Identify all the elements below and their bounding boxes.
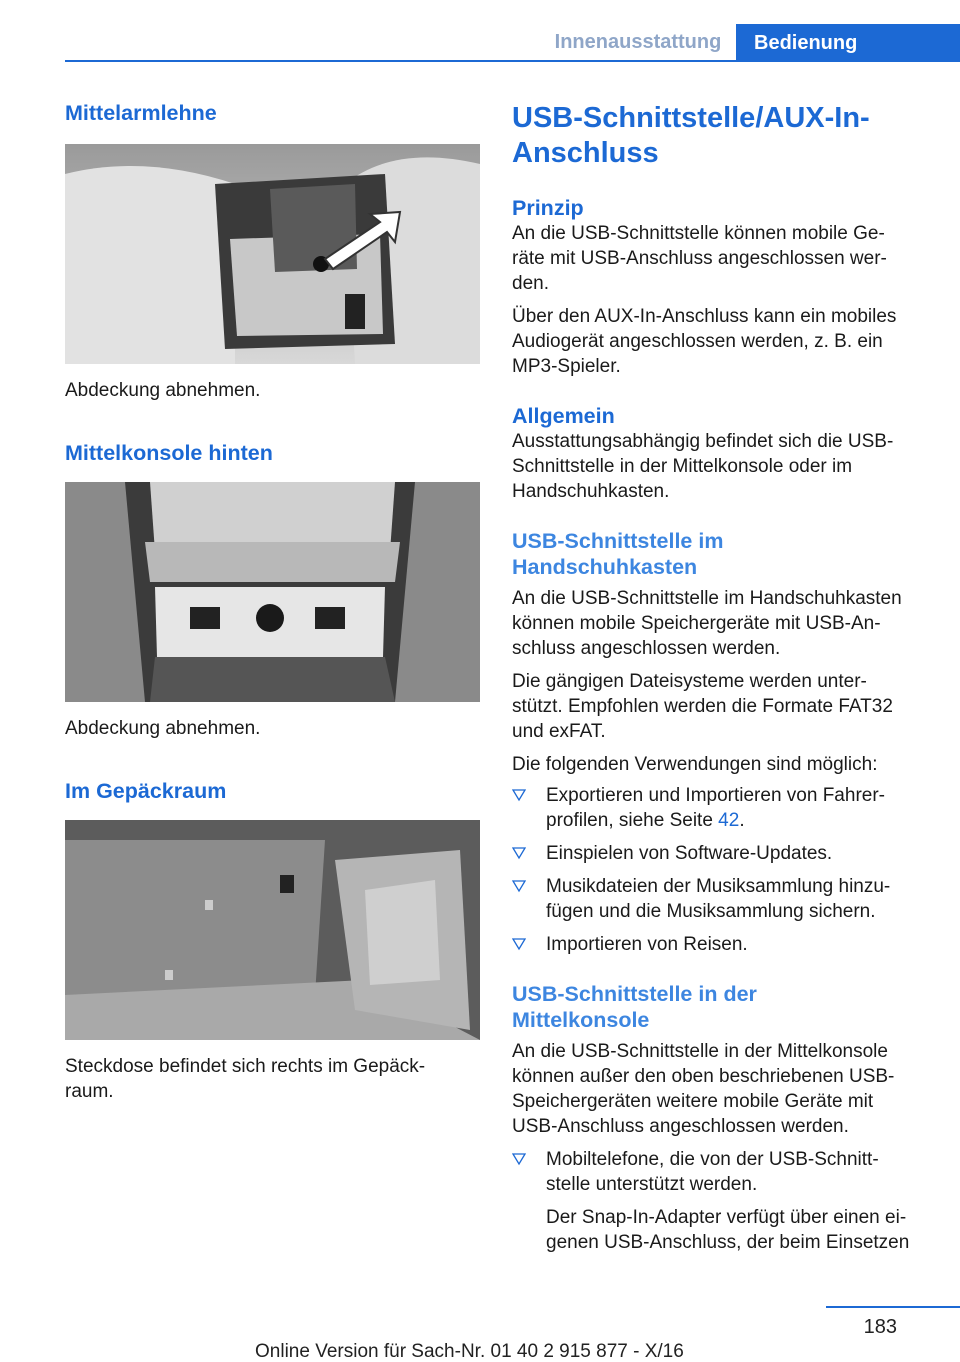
header-tab-bedienung[interactable]: Bedienung (736, 24, 960, 62)
hand-p1-l2: können mobile Speichergeräte mit USB-An- (512, 613, 881, 634)
caption-mittelkonsole-hinten: Abdeckung abnehmen. (65, 718, 261, 739)
header-rule (65, 60, 960, 62)
online-version-note: Online Version für Sach-Nr. 01 40 2 915 877 - X/16 (255, 1341, 684, 1362)
allgemein-l2: Schnittstelle in der Mittelkonsole oder im (512, 456, 853, 477)
mk-p1-l3: Speichergeräten weitere mobile Geräte mit (512, 1091, 874, 1112)
caption-mittelarmlehne: Abdeckung abnehmen. (65, 380, 261, 401)
section-title-mittelkonsole-l2: Mittelkonsole (512, 1008, 650, 1032)
prinzip-p1-l2: räte mit USB-Anschluss angeschlossen wer- (512, 248, 887, 269)
mk-bullet-list (512, 1147, 932, 1255)
prinzip-p2-l1: Über den AUX-In-Anschluss kann ein mobiles (512, 306, 897, 327)
chapter-title-l1: USB-Schnittstelle/AUX-In- (512, 102, 870, 134)
bullet-text: . (739, 810, 745, 831)
left-column (65, 98, 480, 1104)
hand-p3: Die folgenden Verwendungen sind möglich: (512, 754, 878, 775)
list-item (512, 841, 932, 866)
section-title-allgemein: Allgemein (512, 404, 615, 428)
section-title-handschuhkasten-l1: USB-Schnittstelle im (512, 529, 724, 553)
chapter-title-l2: Anschluss (512, 137, 659, 169)
section-title-handschuhkasten-l2: Handschuhkasten (512, 555, 698, 579)
photo-armrest-storage (65, 144, 480, 364)
bullet-text: Einspielen von Software-Updates. (546, 843, 833, 864)
page-number: 183 (863, 1316, 897, 1338)
mk-p1-l1: An die USB-Schnittstelle in der Mittelkonsole (512, 1041, 888, 1062)
prinzip-p1-l1: An die USB-Schnittstelle können mobile Ge- (512, 223, 885, 244)
mk-p1-l2: können außer den oben beschriebenen USB- (512, 1066, 895, 1087)
bullet-text: profilen, siehe Seite (546, 810, 719, 831)
photo-rear-console (65, 482, 480, 702)
bullet-note-l2: genen USB-Anschluss, der beim Einsetzen (546, 1232, 910, 1253)
bullet-text: Mobiltelefone, die von der USB-Schnitt- (546, 1149, 879, 1170)
triangle-bullet-icon (512, 788, 526, 802)
header-tab-innenausstattung[interactable]: Innenausstattung (554, 31, 722, 53)
hand-p2-l3: und exFAT. (512, 721, 606, 742)
hand-p2-l2: stützt. Empfohlen werden die Formate FAT32 (512, 696, 893, 717)
bullet-note-l1: Der Snap-In-Adapter verfügt über einen ei- (546, 1207, 907, 1228)
right-column (512, 98, 932, 1255)
hand-p2-l1: Die gängigen Dateisysteme werden unter- (512, 671, 867, 692)
photo-luggage-compartment (65, 820, 480, 1040)
bullet-text: Exportieren und Importieren von Fahrer- (546, 785, 885, 806)
caption-gepaeckraum-l2: raum. (65, 1081, 114, 1102)
hand-p1-l1: An die USB-Schnittstelle im Handschuhkasten (512, 588, 902, 609)
list-item (512, 874, 932, 924)
list-item (512, 1147, 932, 1255)
triangle-bullet-icon (512, 879, 526, 893)
prinzip-p2-l2: Audiogerät angeschlossen werden, z. B. ein (512, 331, 883, 352)
prinzip-p1-l3: den. (512, 273, 549, 294)
mk-p1-l4: USB-Anschluss angeschlossen werden. (512, 1116, 849, 1137)
page-link-42[interactable]: 42 (718, 810, 740, 831)
list-item (512, 932, 932, 957)
hand-p1-l3: schluss angeschlossen werden. (512, 638, 781, 659)
allgemein-l1: Ausstattungsabhängig befindet sich die USB- (512, 431, 894, 452)
section-title-mittelkonsole-hinten: Mittelkonsole hinten (65, 441, 273, 465)
section-title-mittelarmlehne: Mittelarmlehne (65, 101, 217, 125)
section-title-mittelkonsole-l1: USB-Schnittstelle in der (512, 982, 757, 1006)
section-title-gepaeckraum: Im Gepäckraum (65, 779, 227, 803)
bullet-text: fügen und die Musiksammlung sichern. (546, 901, 876, 922)
triangle-bullet-icon (512, 1152, 526, 1166)
allgemein-l3: Handschuhkasten. (512, 481, 670, 502)
bullet-note (546, 1205, 932, 1255)
section-title-prinzip: Prinzip (512, 196, 584, 220)
list-item (512, 783, 932, 833)
bullet-text: Musikdateien der Musiksammlung hinzu- (546, 876, 891, 897)
prinzip-p2-l3: MP3-Spieler. (512, 356, 621, 377)
hand-bullet-list (512, 783, 932, 957)
caption-gepaeckraum-l1: Steckdose befindet sich rechts im Gepäck- (65, 1056, 426, 1077)
bullet-text: stelle unterstützt werden. (546, 1174, 758, 1195)
bullet-text: Importieren von Reisen. (546, 934, 748, 955)
footer-rule (826, 1306, 960, 1308)
triangle-bullet-icon (512, 937, 526, 951)
triangle-bullet-icon (512, 846, 526, 860)
